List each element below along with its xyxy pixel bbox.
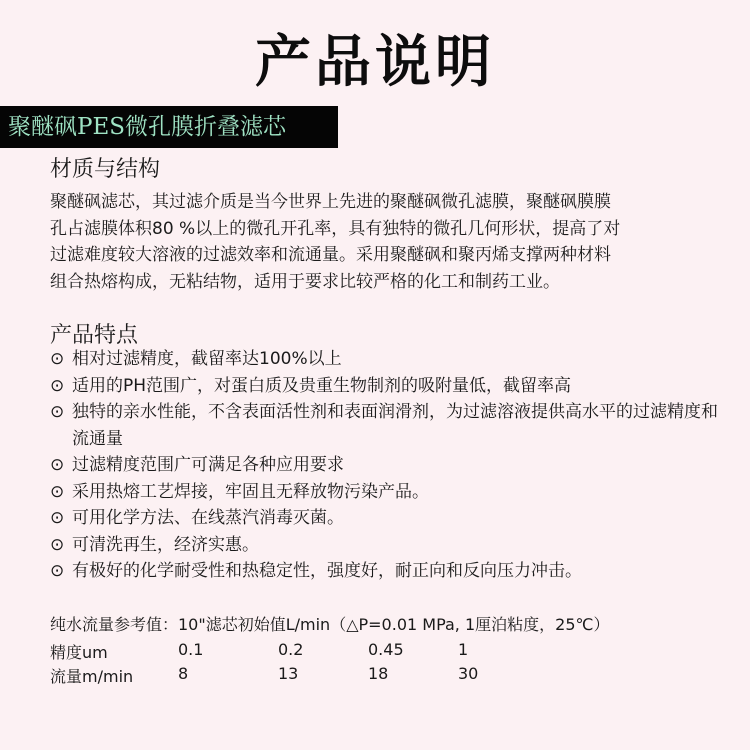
list-item: ⊙ 过滤精度范围广可满足各种应用要求 bbox=[50, 452, 730, 479]
precision-value: 0.2 bbox=[278, 640, 304, 659]
list-item: ⊙ 可清洗再生，经济实惠。 bbox=[50, 532, 730, 559]
product-name: 聚醚砜PES微孔膜折叠滤芯 bbox=[8, 114, 287, 140]
material-line: 过滤难度较大溶液的过滤效率和流通量。采用聚醚砜和聚丙烯支撑两种材料 bbox=[50, 245, 611, 265]
flow-value: 30 bbox=[458, 664, 479, 683]
precision-value: 1 bbox=[458, 640, 469, 659]
flow-value: 18 bbox=[368, 664, 389, 683]
flow-label: 流量m/min bbox=[50, 667, 134, 686]
circle-dot-icon: ⊙ bbox=[50, 455, 65, 475]
circle-dot-icon: ⊙ bbox=[50, 349, 65, 369]
precision-label: 精度um bbox=[50, 643, 108, 662]
material-line: 孔占滤膜体积80 %以上的微孔开孔率，具有独特的微孔几何形状，提高了对 bbox=[50, 218, 621, 239]
precision-value: 0.1 bbox=[178, 640, 204, 659]
flow-value: 8 bbox=[178, 664, 189, 683]
features-heading: 产品特点 bbox=[50, 323, 139, 348]
page-title: 产品说明 bbox=[255, 30, 495, 95]
flow-value: 13 bbox=[278, 664, 299, 683]
precision-value: 0.45 bbox=[368, 640, 404, 659]
list-item: ⊙ 相对过滤精度，截留率达100%以上 bbox=[50, 346, 730, 373]
circle-dot-icon: ⊙ bbox=[50, 508, 65, 528]
material-heading: 材质与结构 bbox=[50, 157, 161, 182]
product-name-banner bbox=[0, 106, 338, 148]
material-line: 聚醚砜滤芯，其过滤介质是当今世界上先进的聚醚砜微孔滤膜，聚醚砜膜膜 bbox=[50, 192, 611, 212]
list-item: ⊙ 可用化学方法、在线蒸汽消毒灭菌。 bbox=[50, 505, 730, 532]
list-item: ⊙ 有极好的化学耐受性和热稳定性，强度好，耐正向和反向压力冲击。 bbox=[50, 558, 730, 585]
material-line: 组合热熔构成，无粘结物，适用于要求比较严格的化工和制药工业。 bbox=[50, 271, 560, 292]
circle-dot-icon: ⊙ bbox=[50, 481, 65, 502]
circle-dot-icon: ⊙ bbox=[50, 561, 65, 581]
circle-dot-icon: ⊙ bbox=[50, 402, 65, 422]
material-paragraph bbox=[50, 189, 720, 295]
list-item: ⊙ 独特的亲水性能，不含表面活性剂和表面润滑剂，为过滤溶液提供高水平的过滤精度和流通量 bbox=[50, 399, 730, 452]
circle-dot-icon: ⊙ bbox=[50, 375, 65, 396]
list-item: ⊙ 采用热熔工艺焊接，牢固且无释放物污染产品。 bbox=[50, 479, 730, 506]
features-list bbox=[50, 346, 730, 585]
circle-dot-icon: ⊙ bbox=[50, 534, 65, 555]
list-item: ⊙ 适用的PH范围广，对蛋白质及贵重生物制剂的吸附量低，截留率高 bbox=[50, 373, 730, 400]
flow-reference-note: 纯水流量参考值：10"滤芯初始值L/min（△P=0.01 MPa, 1厘泊粘度，25℃） bbox=[50, 615, 610, 634]
